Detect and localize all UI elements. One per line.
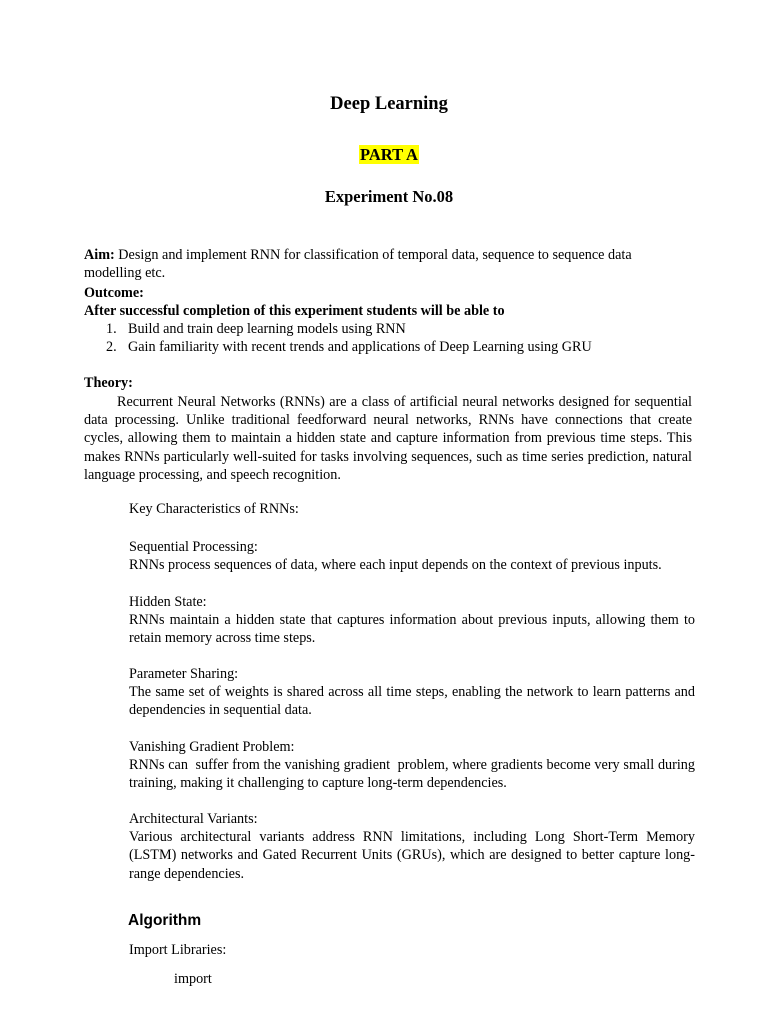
characteristic-title: Architectural Variants: — [129, 811, 258, 827]
document-title-row — [0, 94, 768, 115]
document-title: Deep Learning — [330, 94, 448, 114]
characteristic-text: RNNs can suffer from the vanishing gradient problem, where gradients become very small during training, making it challenging to capture long-term dependencies. — [129, 757, 699, 792]
characteristic-block — [129, 538, 695, 574]
characteristic-title: Hidden State: — [129, 594, 207, 610]
characteristic-text: Various architectural variants address RNN limitations, including Long Short-Term Memory (LSTM) networks and Gated Recurrent Units (GRUs), which are designed to better capture long-range dependencies. — [129, 829, 695, 882]
experiment-heading: Experiment No.08 — [324, 187, 454, 206]
characteristic-text: The same set of weights is shared across all time steps, enabling the network to learn patterns and dependencies in sequential data. — [129, 684, 695, 719]
part-heading-row — [0, 145, 768, 165]
list-item-text: Build and train deep learning models using RNN — [128, 321, 406, 337]
outcome-label-row — [84, 285, 694, 302]
algorithm-step-label: Import Libraries: — [129, 942, 227, 958]
algorithm-heading-row — [128, 912, 201, 930]
algorithm-code-line: import — [174, 971, 212, 987]
part-heading: PART A — [360, 145, 418, 164]
characteristic-block — [129, 738, 699, 793]
list-item-number: 2. — [106, 339, 117, 356]
outcome-list — [84, 320, 592, 357]
experiment-heading-row — [0, 187, 768, 207]
outcome-label: Outcome: — [84, 285, 144, 301]
characteristic-block — [129, 810, 695, 883]
characteristics-heading: Key Characteristics of RNNs: — [129, 501, 299, 517]
characteristic-block — [129, 593, 695, 648]
characteristic-text: RNNs maintain a hidden state that captures information about previous inputs, allowing them to retain memory across time steps. — [129, 612, 695, 647]
theory-label-row — [84, 375, 694, 392]
aim-text: Design and implement RNN for classification of temporal data, sequence to sequence data modelling etc. — [84, 247, 632, 282]
list-item — [84, 320, 592, 338]
characteristic-block — [129, 665, 695, 720]
aim-label: Aim: — [84, 247, 115, 263]
characteristic-text: RNNs process sequences of data, where each input depends on the context of previous inputs. — [129, 557, 662, 574]
theory-paragraph: Recurrent Neural Networks (RNNs) are a class of artificial neural networks designed for sequential data processing. Unlike traditional feedforward neural networks, RNNs have connections that create cycles, allowing them to maintain a hidden state and capture information from previous time steps. This makes RNNs particularly well-suited for tasks involving sequences, such as time series prediction, natural language processing, and speech recognition. — [84, 394, 692, 483]
list-item — [84, 338, 592, 356]
characteristic-title: Sequential Processing: — [129, 539, 258, 555]
outcome-intro: After successful completion of this experiment students will be able to — [84, 303, 505, 319]
list-item-text: Gain familiarity with recent trends and applications of Deep Learning using GRU — [128, 339, 592, 356]
theory-label: Theory: — [84, 375, 133, 391]
aim-paragraph — [84, 246, 692, 282]
list-item-number: 1. — [106, 321, 117, 337]
characteristic-title: Vanishing Gradient Problem: — [129, 739, 295, 755]
algorithm-heading: Algorithm — [128, 912, 202, 929]
characteristic-title: Parameter Sharing: — [129, 666, 239, 682]
outcome-intro-row — [84, 303, 694, 320]
